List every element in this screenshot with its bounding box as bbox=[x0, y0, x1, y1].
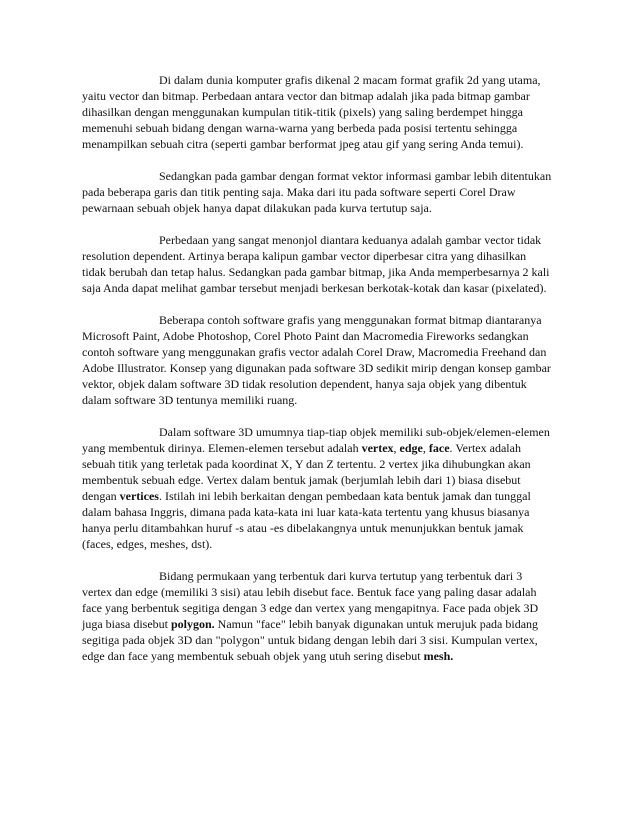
bold-term: vertex bbox=[361, 441, 394, 455]
text-run: . Vertex adalah sebuah titik yang terletak pada koordinat X, Y dan Z tertentu. 2 vertex jika dihubungkan akan membentuk sebuah edge. Vertex dalam bentuk jamak (berjumlah lebih dari 1) biasa disebut dengan bbox=[82, 441, 531, 503]
bold-term: face bbox=[428, 441, 450, 455]
paragraph-3 bbox=[82, 232, 552, 296]
paragraph-5 bbox=[82, 424, 552, 552]
paragraph-1 bbox=[82, 72, 552, 152]
text-run: Perbedaan yang sangat menonjol diantara keduanya adalah gambar vector tidak resolution dependent. Artinya berapa kalipun gambar vector diperbesar citra yang dihasilkan tidak berubah dan tetap halus. Sedangkan pada gambar bitmap, jika Anda memperbesarnya 2 kali saja Anda dapat melihat gambar tersebut menjadi berkesan berkotak-kotak dan kasar (pixelated). bbox=[82, 233, 550, 295]
text-run: , bbox=[422, 441, 429, 455]
paragraph-6 bbox=[82, 568, 552, 664]
text-run: Bidang permukaan yang terbentuk dari kurva tertutup yang terbentuk dari 3 vertex dan edge (memiliki 3 sisi) atau lebih disebut face. Bentuk face yang paling dasar adalah face yang berbentuk segitiga dengan 3 edge dan vertex yang mengapitnya. Face pada objek 3D juga biasa disebut bbox=[82, 569, 539, 631]
paragraph-2 bbox=[82, 168, 552, 216]
bold-term: polygon. bbox=[170, 617, 215, 631]
text-run: Sedangkan pada gambar dengan format vektor informasi gambar lebih ditentukan pada beberapa garis dan titik penting saja. Maka dari itu pada software seperti Corel Draw pewarnaan sebuah objek hanya dapat dilakukan pada kurva tertutup saja. bbox=[82, 169, 552, 215]
text-run: . Istilah ini lebih berkaitan dengan pembedaan kata bentuk jamak dan tunggal dalam bahasa Inggris, dimana pada kata-kata ini luar kata-kata tertentu yang khusus biasanya hanya perlu ditambahkan huruf -s atau -es dibelakangnya untuk menunjukkan bentuk jamak (faces, edges, meshes, dst). bbox=[82, 489, 531, 551]
text-run: Di dalam dunia komputer grafis dikenal 2 macam format grafik 2d yang utama, yaitu vector dan bitmap. Perbedaan antara vector dan bitmap adalah jika pada bitmap gambar dihasilkan dengan menggunakan kumpulan titik-titik (pixels) yang saling berdempet hingga memenuhi sebuah bidang dengan warna-warna yang berbeda pada posisi tertentu sehingga menampilkan sebuah citra (seperti gambar berformat jpeg atau gif yang sering Anda temui). bbox=[82, 73, 541, 151]
bold-term: mesh. bbox=[423, 649, 454, 663]
bold-term: edge bbox=[399, 441, 423, 455]
text-run: , bbox=[393, 441, 400, 455]
text-run: Namun "face" lebih banyak digunakan untuk merujuk pada bidang segitiga pada objek 3D dan "polygon" untuk bidang dengan lebih dari 3 sisi. Kumpulan vertex, edge dan face yang membentuk sebuah objek yang utuh sering disebut bbox=[82, 617, 539, 663]
text-run: Dalam software 3D umumnya tiap-tiap objek memiliki sub-objek/elemen-elemen yang membentuk dirinya. Elemen-elemen tersebut adalah bbox=[82, 425, 550, 455]
text-run: Beberapa contoh software grafis yang menggunakan format bitmap diantaranya Microsoft Paint, Adobe Photoshop, Corel Photo Paint dan Macromedia Fireworks sedangkan contoh software yang menggunakan grafis vector adalah Corel Draw, Macromedia Freehand dan Adobe Illustrator. Konsep yang digunakan pada software 3D sedikit mirip dengan konsep gambar vektor, objek dalam software 3D tidak resolution dependent, hanya saja objek yang dibentuk dalam software 3D tentunya memiliki ruang. bbox=[82, 313, 551, 407]
bold-term: vertices bbox=[119, 489, 159, 503]
document-body bbox=[82, 72, 552, 664]
paragraph-4 bbox=[82, 312, 552, 408]
